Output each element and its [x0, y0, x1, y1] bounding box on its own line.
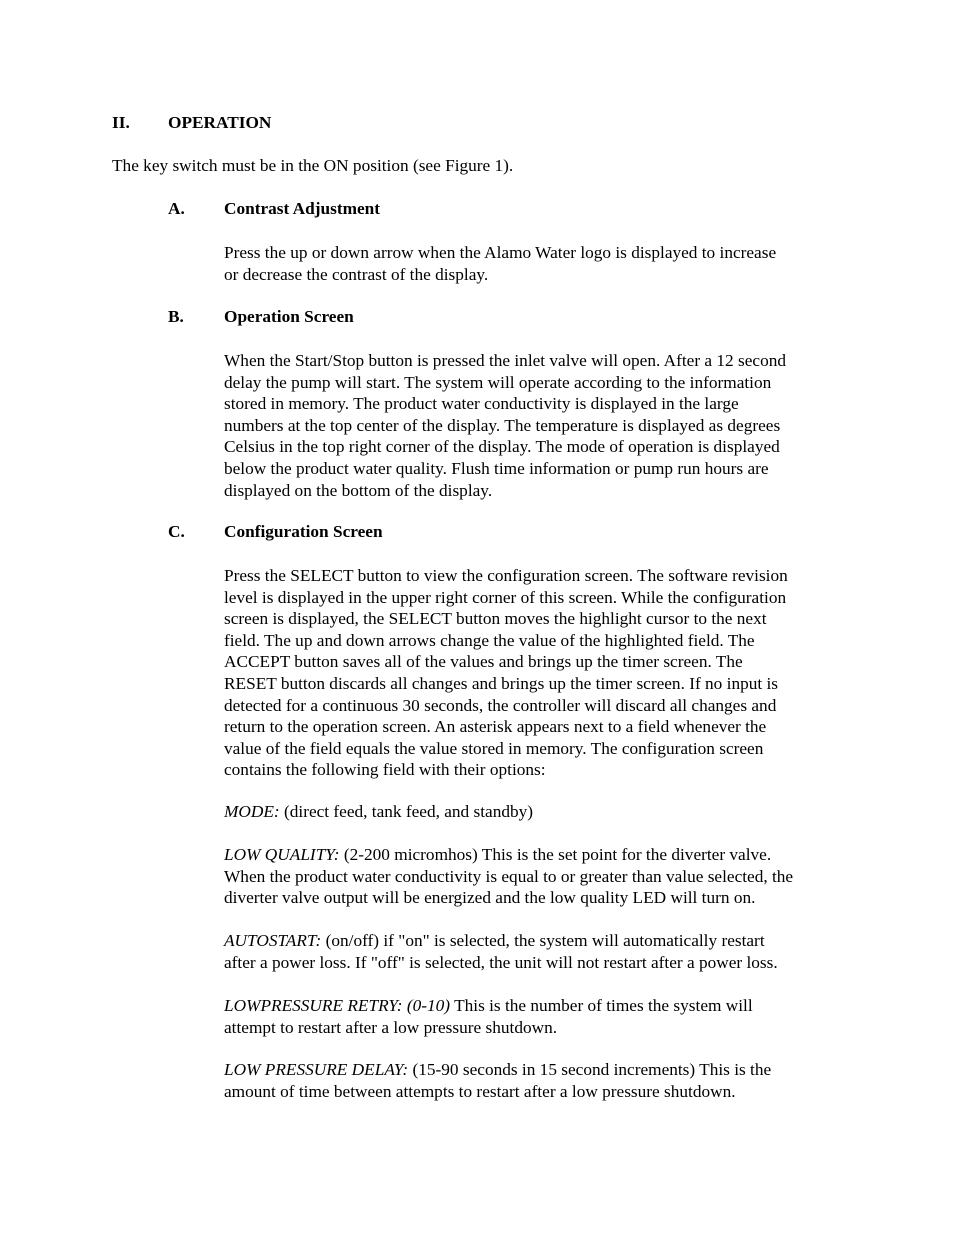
paragraph-operation-screen — [224, 350, 849, 501]
subsection-heading-a — [168, 199, 380, 219]
intro-text: The key switch must be in the ON position (see Figure 1). — [112, 156, 514, 175]
field-lowpressure-retry — [224, 995, 849, 1038]
section-heading — [112, 113, 271, 133]
text-line: Press the up or down arrow when the Alamo Water logo is displayed to increase — [224, 243, 777, 262]
field-text: (15-90 seconds in 15 second increments) This is the — [408, 1060, 772, 1079]
text-line: ACCEPT button saves all of the values and brings up the timer screen. The — [224, 652, 743, 672]
text-line: Celsius in the top right corner of the display. The mode of operation is displayed — [224, 437, 780, 457]
text-line: return to the operation screen. An asterisk appears next to a field whenever the — [224, 717, 767, 737]
text-line: displayed on the bottom of the display. — [224, 480, 493, 500]
text-line: or decrease the contrast of the display. — [224, 264, 489, 284]
section-number: II. — [112, 113, 130, 132]
text-line: RESET button discards all changes and brings up the timer screen. If no input is — [224, 673, 779, 693]
text-line: below the product water quality. Flush time information or pump run hours are — [224, 458, 769, 478]
subsection-title: Configuration Screen — [224, 522, 383, 541]
field-label: LOW QUALITY: — [224, 845, 340, 864]
text-line: field. The up and down arrows change the value of the highlighted field. The — [224, 630, 755, 650]
text-line: amount of time between attempts to restart after a low pressure shutdown. — [224, 1081, 736, 1101]
paragraph-configuration-screen — [224, 565, 849, 781]
subsection-heading-b — [168, 307, 354, 327]
field-label: LOW PRESSURE DELAY: — [224, 1060, 409, 1079]
subsection-letter: A. — [168, 199, 185, 218]
text-line: diverter valve output will be energized and the low quality LED will turn on. — [224, 888, 756, 908]
paragraph-contrast-adjustment — [224, 242, 849, 285]
subsection-heading-c — [168, 522, 383, 542]
section-title: OPERATION — [168, 113, 272, 132]
text-line: delay the pump will start. The system will operate according to the information — [224, 372, 772, 392]
subsection-title: Contrast Adjustment — [224, 199, 381, 218]
field-mode — [224, 801, 849, 823]
subsection-title: Operation Screen — [224, 307, 354, 326]
text-line: detected for a continuous 30 seconds, the controller will discard all changes and — [224, 695, 777, 715]
field-text: This is the number of times the system will — [450, 996, 753, 1015]
field-text: (on/off) if "on" is selected, the system will automatically restart — [321, 931, 765, 950]
text-line: level is displayed in the upper right corner of this screen. While the configuration — [224, 587, 787, 607]
field-label: MODE: — [224, 802, 280, 821]
field-text: (direct feed, tank feed, and standby) — [279, 802, 534, 821]
field-label: AUTOSTART: — [224, 931, 322, 950]
text-line: When the product water conductivity is equal to or greater than value selected, the — [224, 866, 794, 886]
text-line: contains the following field with their options: — [224, 760, 546, 780]
text-line: When the Start/Stop button is pressed the inlet valve will open. After a 12 second — [224, 351, 787, 370]
text-line: after a power loss. If "off" is selected, the unit will not restart after a power loss. — [224, 952, 778, 972]
text-line: numbers at the top center of the display. The temperature is displayed as degrees — [224, 415, 781, 435]
text-line: value of the field equals the value stored in memory. The configuration screen — [224, 738, 764, 758]
field-label: LOWPRESSURE RETRY: (0-10) — [224, 996, 451, 1015]
field-low-quality — [224, 844, 849, 909]
field-autostart — [224, 930, 849, 973]
text-line: screen is displayed, the SELECT button moves the highlight cursor to the next — [224, 609, 767, 629]
text-line: stored in memory. The product water conductivity is displayed in the large — [224, 394, 739, 414]
field-low-pressure-delay — [224, 1059, 849, 1102]
subsection-letter: C. — [168, 522, 185, 541]
text-line: attempt to restart after a low pressure shutdown. — [224, 1017, 558, 1037]
subsection-letter: B. — [168, 307, 184, 326]
field-text: (2-200 micromhos) This is the set point for the diverter valve. — [339, 845, 772, 864]
text-line: Press the SELECT button to view the configuration screen. The software revision — [224, 566, 788, 585]
